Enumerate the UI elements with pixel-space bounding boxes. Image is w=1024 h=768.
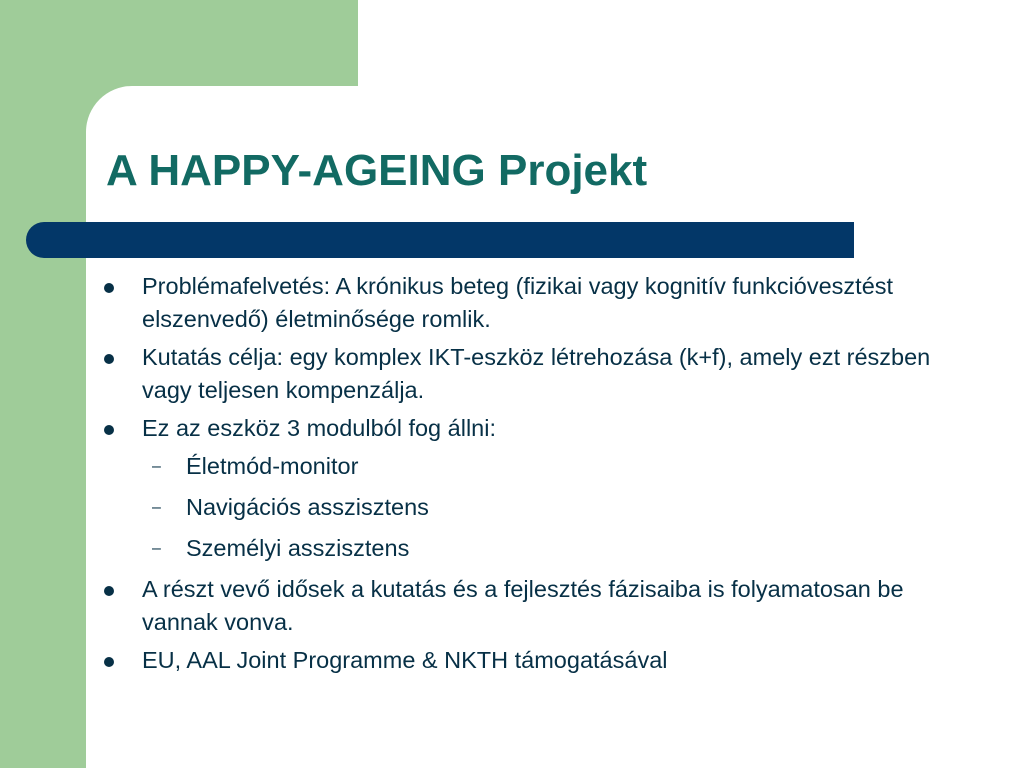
sub-bullet-item bbox=[104, 450, 984, 483]
bullet-item bbox=[104, 644, 984, 677]
sub-bullet-item bbox=[104, 491, 984, 524]
slide-content bbox=[104, 270, 984, 682]
bullet-dot-icon bbox=[104, 586, 114, 596]
bullet-text: A részt vevő idősek a kutatás és a fejlesztés fázisaiba is folyamatosan be vannak vonva. bbox=[142, 576, 904, 635]
bullet-text: EU, AAL Joint Programme & NKTH támogatásával bbox=[142, 647, 668, 673]
bullet-text: Problémafelvetés: A krónikus beteg (fizikai vagy kognitív funkcióvesztést elszenvedő) életminősége romlik. bbox=[142, 273, 894, 332]
bullet-dot-icon bbox=[104, 657, 114, 667]
bullet-item bbox=[104, 412, 984, 445]
dash-icon: – bbox=[152, 499, 161, 516]
bullet-item bbox=[104, 573, 984, 639]
sub-bullet-item bbox=[104, 532, 984, 565]
bullet-dot-icon bbox=[104, 283, 114, 293]
sub-bullet-text: Navigációs asszisztens bbox=[186, 494, 429, 520]
dash-icon: – bbox=[152, 540, 161, 557]
bullet-dot-icon bbox=[104, 425, 114, 435]
sub-bullet-text: Személyi asszisztens bbox=[186, 535, 410, 561]
bullet-text: Kutatás célja: egy komplex IKT-eszköz létrehozása (k+f), amely ezt részben vagy teljesen kompenzálja. bbox=[142, 344, 931, 403]
bullet-text: Ez az eszköz 3 modulból fog állni: bbox=[142, 415, 496, 441]
title-underline-bar bbox=[26, 222, 854, 258]
bullet-dot-icon bbox=[104, 354, 114, 364]
slide-title: A HAPPY-AGEING Projekt bbox=[106, 146, 648, 195]
bullet-item bbox=[104, 341, 984, 407]
sub-bullet-text: Életmód-monitor bbox=[186, 453, 359, 479]
bullet-item bbox=[104, 270, 984, 336]
dash-icon: – bbox=[152, 458, 161, 475]
